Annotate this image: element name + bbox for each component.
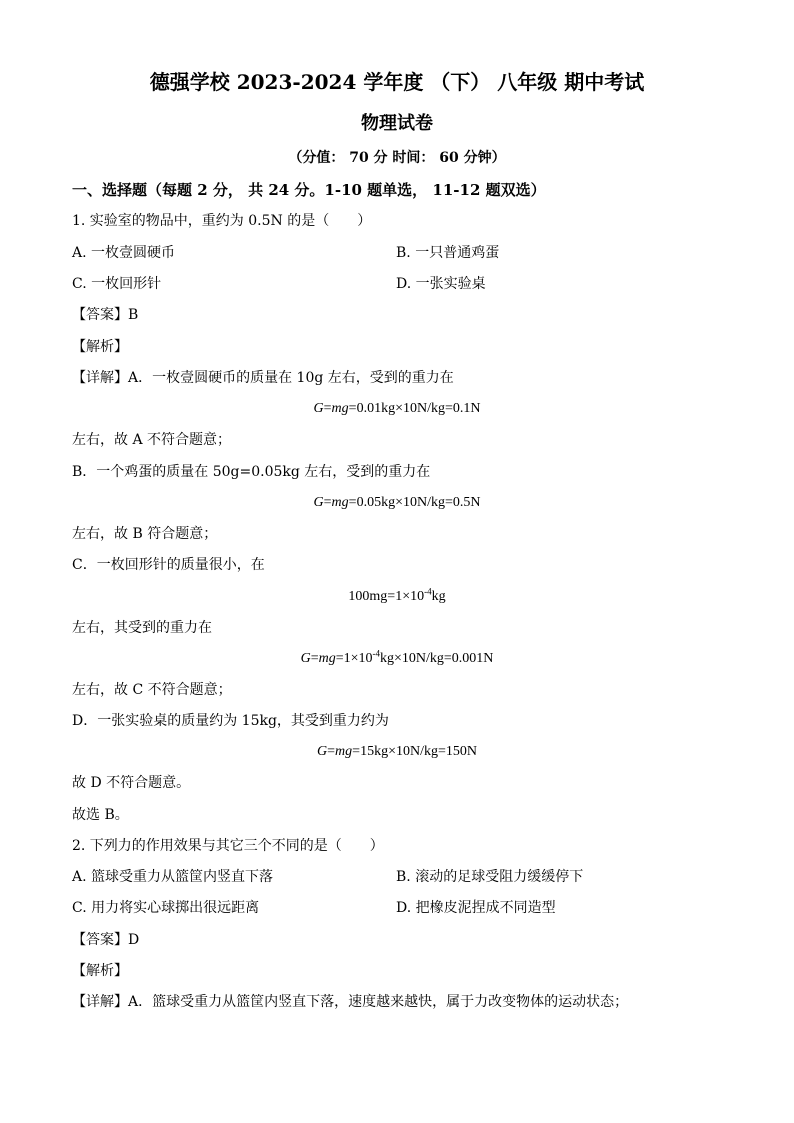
formula-c2 [0, 649, 794, 669]
question-2-option-b: B. 滚动的足球受阻力缓缓停下 [396, 869, 584, 885]
formula-c2-exponent: -4 [372, 648, 381, 659]
question-2-analysis-label: 【解析】 [72, 963, 128, 979]
question-1-detail-a: 【详解】A．一枚壹圆硬币的质量在 10g 左右，受到的重力在 [72, 370, 454, 386]
question-2-stem: 2. 下列力的作用效果与其它三个不同的是（ ） [72, 838, 384, 854]
formula-c1-unit: kg [431, 589, 446, 604]
exam-title: 德强学校 2023-2024 学年度 （下） 八年级 期中考试 [149, 70, 645, 94]
formula-d [0, 742, 794, 762]
formula-c1-exponent: -4 [424, 586, 432, 597]
exam-meta: （分值： 70 分 时间： 60 分钟） [288, 150, 506, 166]
question-1-answer: 【答案】B [72, 307, 139, 323]
formula-c1 [0, 587, 794, 607]
question-2-option-d: D. 把橡皮泥捏成不同造型 [396, 900, 556, 916]
formula-b-mg: mg [331, 495, 349, 510]
question-2-detail-a: 【详解】A．篮球受重力从篮筐内竖直下落，速度越来越快，属于力改变物体的运动状态； [72, 994, 629, 1010]
question-1-option-b: B. 一只普通鸡蛋 [396, 245, 500, 261]
question-1-conclusion-b: 左右，故 B 符合题意； [72, 526, 218, 542]
question-1-option-a: A. 一枚壹圆硬币 [72, 245, 176, 261]
formula-a-g: G [313, 401, 324, 416]
formula-c2-mg: mg [318, 651, 336, 666]
formula-b-rest: =0.05kg×10N/kg=0.5N [348, 495, 481, 510]
question-1-conclusion-c1: 左右，其受到的重力在 [72, 620, 212, 636]
formula-a-eq: = [323, 401, 332, 416]
formula-c2-rest: kg×10N/kg=0.001N [380, 651, 494, 666]
question-2-option-a: A. 篮球受重力从篮筐内竖直下落 [72, 869, 274, 885]
formula-a [0, 399, 794, 419]
formula-a-mg: mg [331, 401, 349, 416]
formula-d-rest: =15kg×10N/kg=150N [352, 744, 477, 759]
question-1-analysis-label: 【解析】 [72, 339, 128, 355]
exam-subject: 物理试卷 [361, 113, 433, 134]
question-1-option-c: C. 一枚回形针 [72, 276, 162, 292]
question-1-conclusion-a: 左右，故 A 不符合题意； [72, 432, 232, 448]
formula-d-mg: mg [335, 744, 353, 759]
question-1-detail-c: C．一枚回形针的质量很小，在 [72, 557, 265, 573]
formula-c2-eq: = [310, 651, 319, 666]
question-1-option-d: D. 一张实验桌 [396, 276, 486, 292]
formula-b-g: G [313, 495, 324, 510]
question-1-detail-d: D．一张实验桌的质量约为 15kg，其受到重力约为 [72, 713, 389, 729]
formula-d-eq: = [327, 744, 336, 759]
question-2-answer: 【答案】D [72, 932, 140, 948]
formula-c2-base: =1×10 [335, 651, 373, 666]
formula-b [0, 493, 794, 513]
formula-a-rest: =0.01kg×10N/kg=0.1N [348, 401, 481, 416]
question-1-final: 故选 B。 [72, 807, 129, 823]
formula-d-g: G [317, 744, 328, 759]
formula-b-eq: = [323, 495, 332, 510]
question-1-conclusion-d: 故 D 不符合题意。 [72, 775, 191, 791]
question-2-option-c: C. 用力将实心球掷出很远距离 [72, 900, 260, 916]
question-1-conclusion-c2: 左右，故 C 不符合题意； [72, 682, 232, 698]
formula-c2-g: G [300, 651, 311, 666]
question-1-detail-b: B．一个鸡蛋的质量在 50g=0.05kg 左右，受到的重力在 [72, 464, 431, 480]
question-1-stem: 1. 实验室的物品中，重约为 0.5N 的是（ ） [72, 213, 372, 229]
section-heading: 一、选择题（每题 2 分， 共 24 分。1-10 题单选， 11-12 题双选） [72, 181, 546, 199]
formula-c1-base: 100mg=1×10 [348, 589, 425, 604]
